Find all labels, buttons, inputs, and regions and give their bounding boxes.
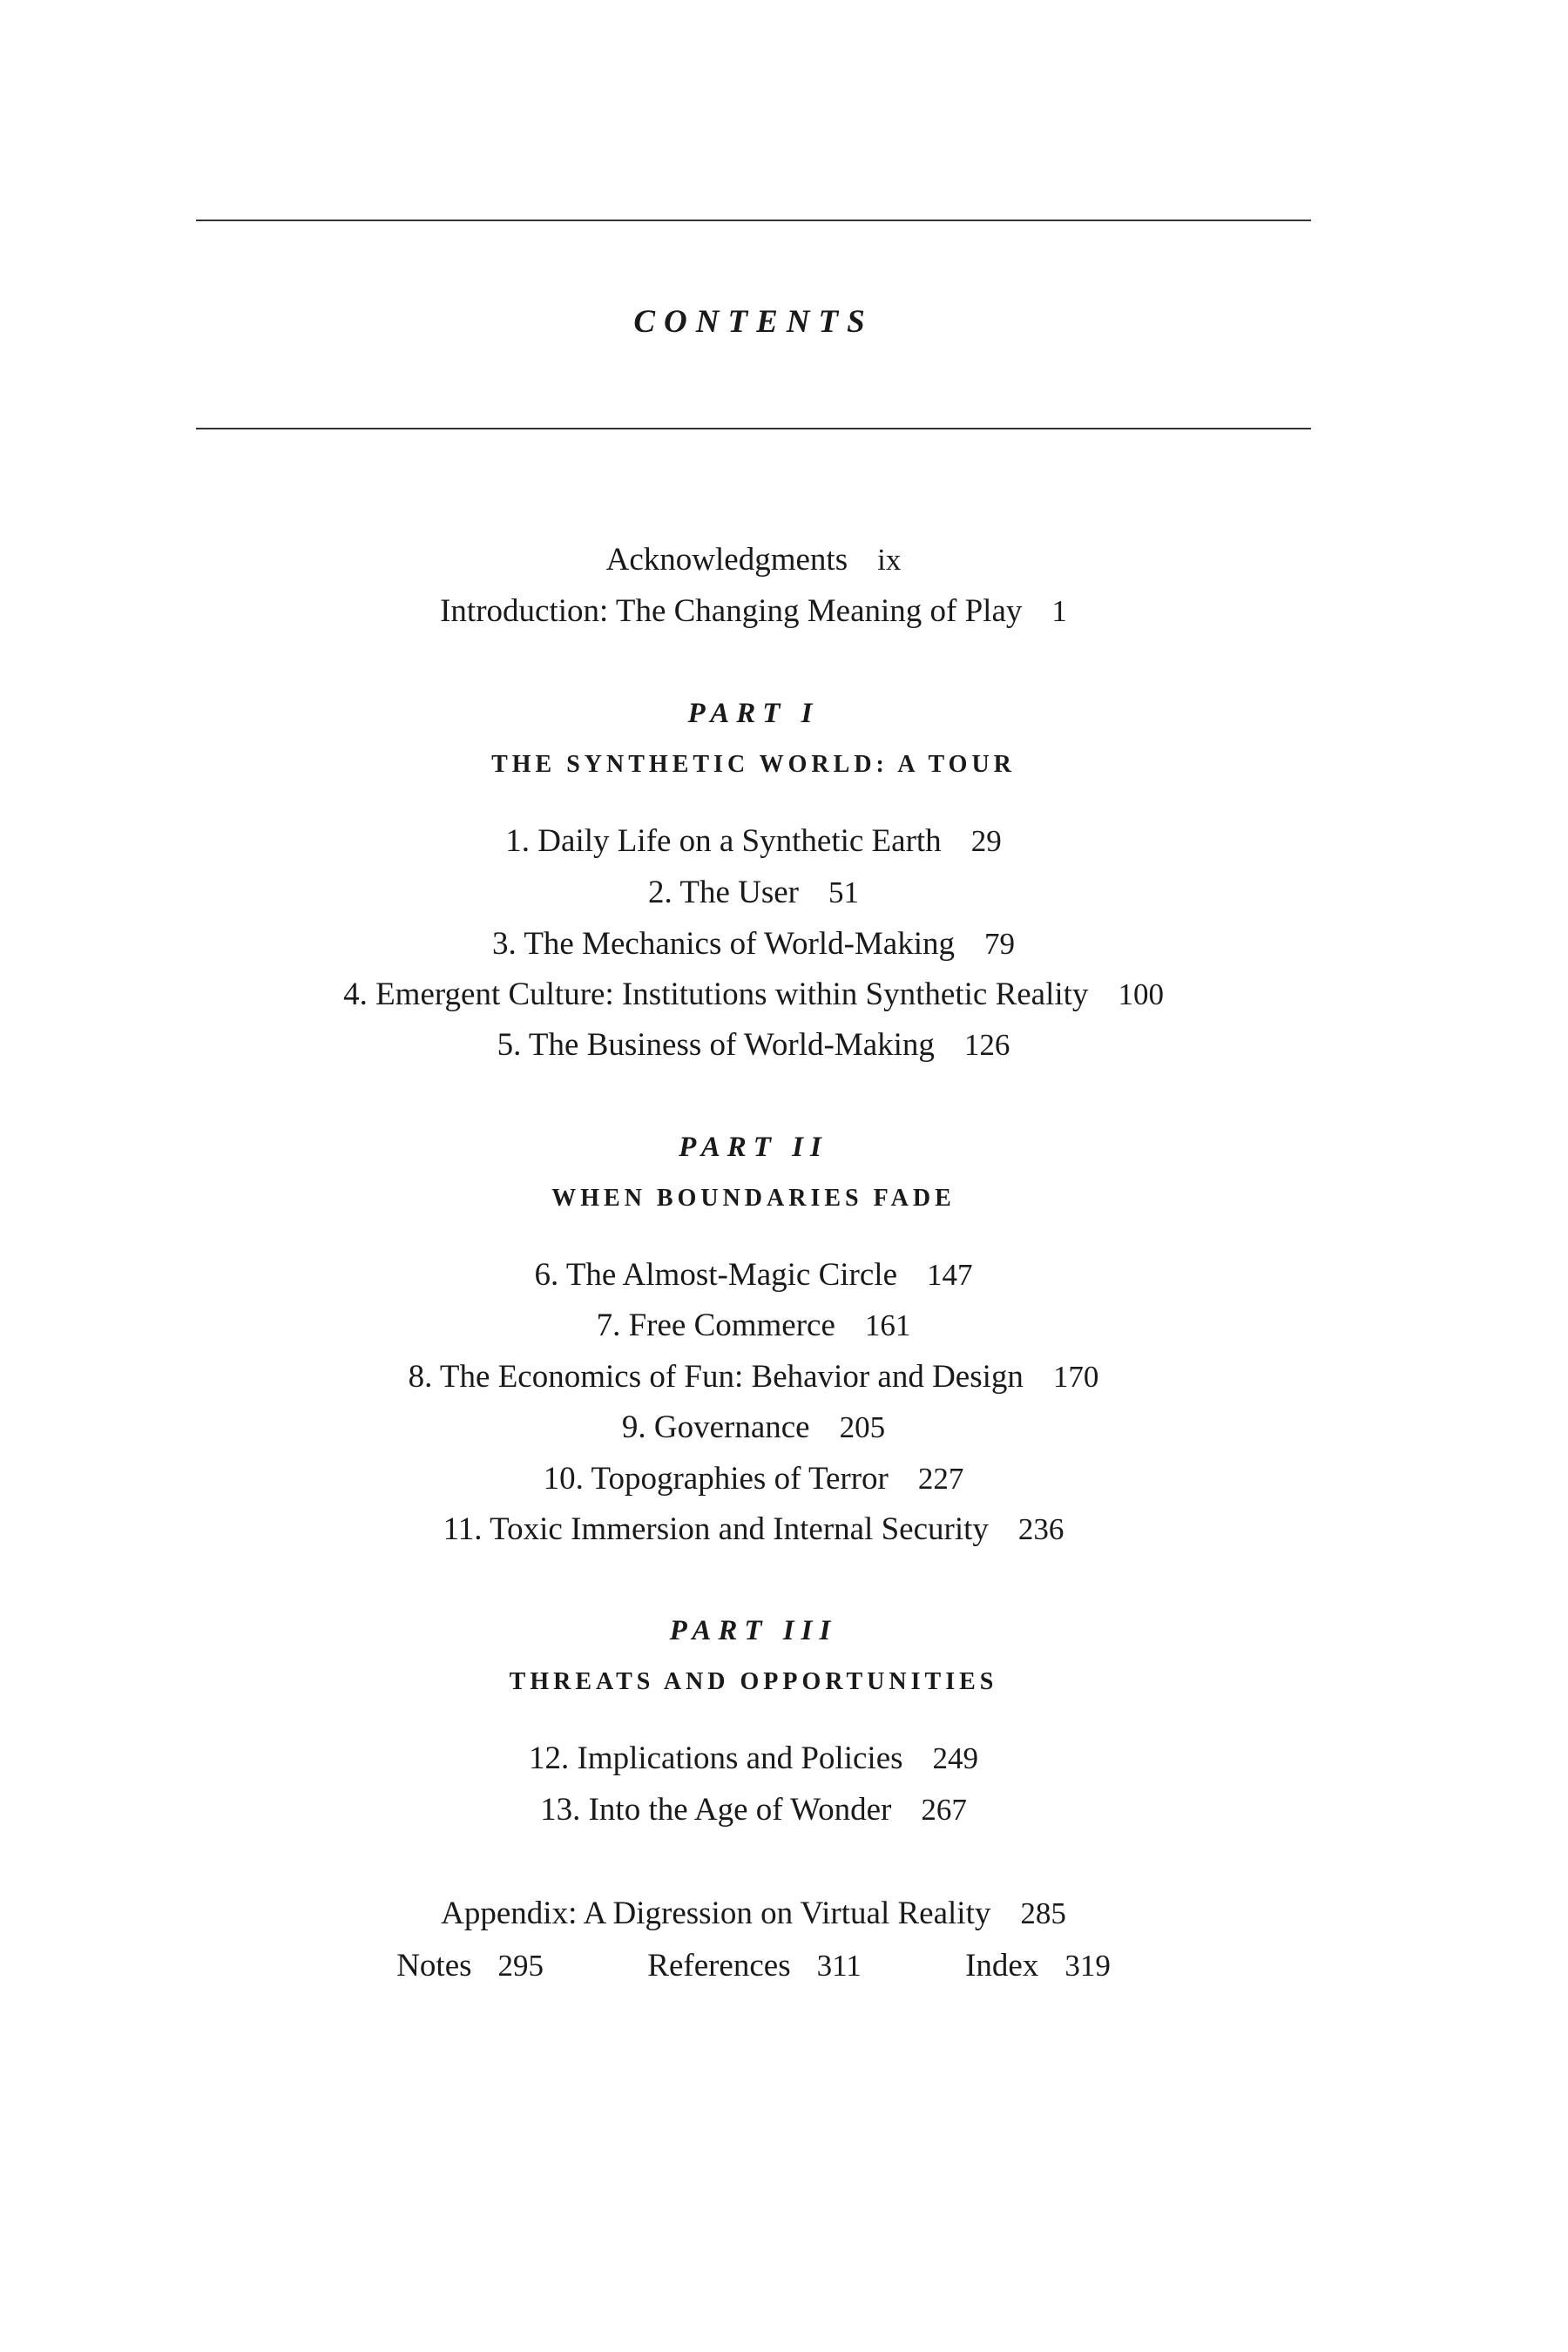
toc-entry-index[interactable] bbox=[965, 1944, 1111, 1988]
chapter-number: 9. bbox=[621, 1409, 646, 1445]
toc-entry-acknowledgments[interactable] bbox=[196, 538, 1311, 582]
part-1-title: THE SYNTHETIC WORLD: A TOUR bbox=[491, 751, 1016, 778]
bottom-rule bbox=[196, 428, 1311, 429]
entry-title: Toxic Immersion and Internal Security bbox=[490, 1511, 989, 1547]
entry-page: 51 bbox=[828, 875, 859, 909]
chapter-number: 5. bbox=[497, 1027, 522, 1063]
chapter-number: 8. bbox=[408, 1359, 433, 1395]
entry-title: Emergent Culture: Institutions within Synthetic Reality bbox=[375, 977, 1089, 1012]
entry-page: 79 bbox=[984, 927, 1016, 961]
entry-page: 100 bbox=[1118, 977, 1164, 1011]
toc-entry-chapter-12[interactable] bbox=[196, 1737, 1311, 1781]
entry-page: 319 bbox=[1064, 1949, 1111, 1983]
entry-page: 161 bbox=[864, 1308, 911, 1342]
toc-entry-references[interactable] bbox=[647, 1944, 862, 1988]
part-2-title: WHEN BOUNDARIES FADE bbox=[551, 1185, 956, 1212]
entry-title: Into the Age of Wonder bbox=[588, 1792, 892, 1828]
entry-title: Acknowledgments bbox=[605, 542, 848, 578]
part-3-label: PART III bbox=[669, 1615, 838, 1646]
entry-page: 1 bbox=[1051, 594, 1067, 628]
toc-entry-chapter-1[interactable] bbox=[196, 820, 1311, 863]
entry-title: The Almost-Magic Circle bbox=[565, 1257, 898, 1293]
part-2-label: PART II bbox=[679, 1132, 828, 1163]
entry-page: 311 bbox=[816, 1949, 862, 1983]
entry-title: Topographies of Terror bbox=[591, 1461, 889, 1497]
chapter-number: 2. bbox=[648, 875, 672, 910]
entry-title: References bbox=[647, 1948, 791, 1984]
entry-title: Appendix: A Digression on Virtual Reality bbox=[441, 1896, 991, 1931]
back-matter-row bbox=[196, 1944, 1311, 1988]
entry-page: 236 bbox=[1017, 1512, 1064, 1546]
contents-heading: CONTENTS bbox=[633, 304, 874, 340]
entry-title: Notes bbox=[396, 1948, 472, 1984]
toc-entry-chapter-10[interactable] bbox=[196, 1457, 1311, 1501]
toc-entry-chapter-3[interactable] bbox=[196, 923, 1311, 966]
toc-entry-chapter-9[interactable] bbox=[196, 1406, 1311, 1450]
entry-title: The Mechanics of World-Making bbox=[524, 926, 956, 962]
chapter-number: 13. bbox=[540, 1792, 581, 1828]
chapter-number: 3. bbox=[491, 926, 517, 962]
entry-title: The User bbox=[679, 875, 799, 910]
entry-page: ix bbox=[877, 543, 902, 577]
toc-entry-chapter-2[interactable] bbox=[196, 871, 1311, 915]
chapter-number: 10. bbox=[543, 1461, 584, 1497]
toc-entry-chapter-6[interactable] bbox=[196, 1254, 1311, 1297]
entry-page: 147 bbox=[927, 1258, 973, 1292]
entry-title: The Business of World-Making bbox=[528, 1027, 935, 1063]
part-1-label: PART I bbox=[687, 698, 820, 729]
entry-page: 249 bbox=[932, 1741, 979, 1775]
toc-entry-chapter-11[interactable] bbox=[196, 1508, 1311, 1551]
toc-entry-chapter-13[interactable] bbox=[196, 1788, 1311, 1832]
toc-entry-appendix[interactable] bbox=[196, 1892, 1311, 1936]
part-3-title: THREATS AND OPPORTUNITIES bbox=[509, 1668, 998, 1695]
chapter-number: 6. bbox=[534, 1257, 559, 1293]
entry-page: 267 bbox=[921, 1793, 967, 1827]
chapter-number: 12. bbox=[528, 1740, 570, 1776]
toc-entry-chapter-8[interactable] bbox=[196, 1355, 1311, 1399]
chapter-number: 7. bbox=[596, 1308, 621, 1343]
chapter-number: 4. bbox=[343, 977, 368, 1012]
toc-entry-chapter-5[interactable] bbox=[196, 1024, 1311, 1067]
entry-page: 205 bbox=[839, 1410, 886, 1444]
entry-page: 29 bbox=[970, 824, 1002, 858]
entry-title: The Economics of Fun: Behavior and Design bbox=[439, 1359, 1024, 1395]
entry-page: 227 bbox=[917, 1462, 964, 1496]
entry-title: Daily Life on a Synthetic Earth bbox=[537, 823, 942, 859]
entry-title: Free Commerce bbox=[628, 1308, 835, 1343]
toc-entry-chapter-4[interactable] bbox=[196, 973, 1311, 1017]
entry-title: Index bbox=[965, 1948, 1039, 1984]
toc-entry-notes[interactable] bbox=[396, 1944, 544, 1988]
entry-page: 170 bbox=[1052, 1360, 1099, 1394]
entry-title: Governance bbox=[653, 1409, 810, 1445]
entry-page: 126 bbox=[963, 1028, 1010, 1062]
chapter-number: 11. bbox=[443, 1511, 483, 1547]
entry-page: 295 bbox=[497, 1949, 544, 1983]
entry-title: Introduction: The Changing Meaning of Play bbox=[440, 593, 1023, 629]
top-rule bbox=[196, 220, 1311, 221]
entry-title: Implications and Policies bbox=[577, 1740, 903, 1776]
toc-entry-chapter-7[interactable] bbox=[196, 1304, 1311, 1348]
chapter-number: 1. bbox=[505, 823, 531, 859]
toc-entry-introduction[interactable] bbox=[196, 590, 1311, 633]
entry-page: 285 bbox=[1020, 1896, 1066, 1930]
